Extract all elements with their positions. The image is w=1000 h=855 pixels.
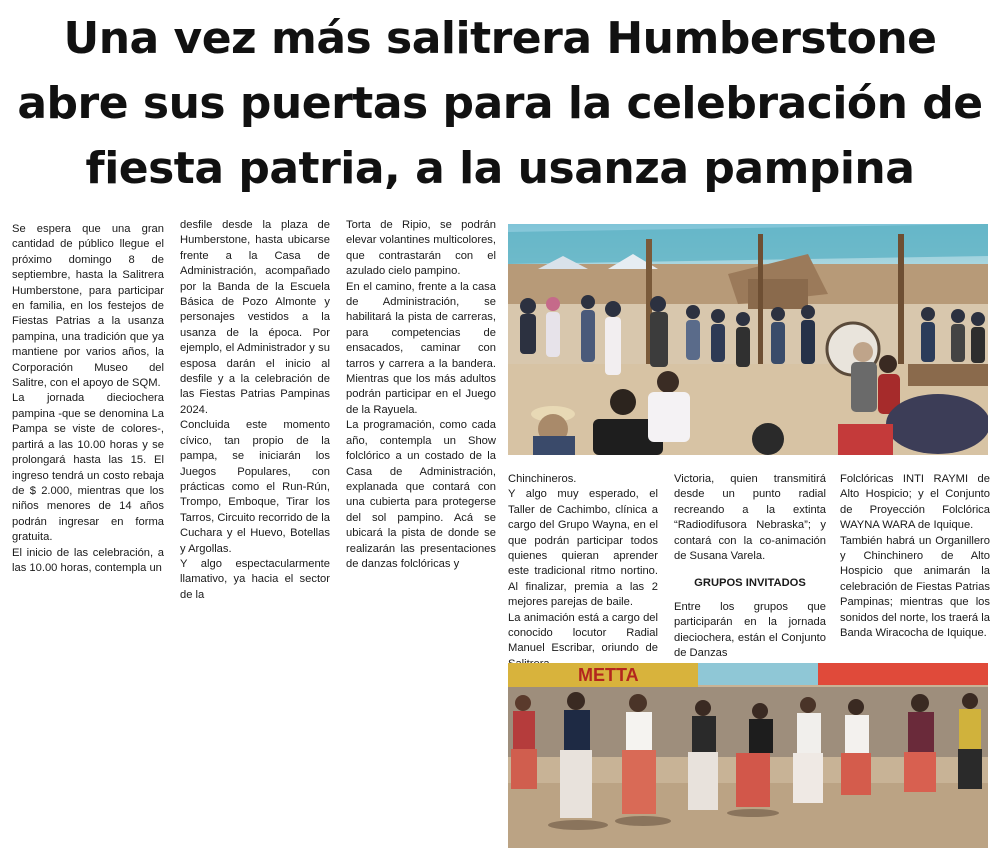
article-column-4 [508,472,658,672]
paragraph: La animación está a cargo del conocido locutor Radial Manuel Escribar, oriundo de [508,611,658,655]
paragraph: La jornada dieciochera pampina -que se denomina La Pampa se viste de colores-, partirá a las 10.00 horas y se prolongará hasta las 15. El ingreso tendrá un costo rebaja de $ 2.000, mientras que los niños menores de 14 años podrán ingresar en forma gratuita. [12,392,164,544]
sign-text: METTA [578,665,639,685]
section-subheading: GRUPOS INVITADOS [694,577,806,590]
festival-crowd-illustration [508,224,988,455]
paragraph: Se espera que una gran cantidad de público llegue el próximo domingo 8 de septiembre, hasta la Salitrera Humberstone, para participar en familia, en los festejos de Fiestas Patrias a la usanza pampina, una tradición que ya mantiene por varios años, la Corporación Museo del Salitre, con el apoyo de SQM. [12,223,164,390]
paragraph: Folclóricas INTI RAYMI de Alto Hospicio; y el Conjunto de Proyección Folclórica WAYNA WARA de Iquique. [840,473,990,532]
article-column-6 [840,472,990,641]
article-column-3 [346,218,496,572]
article-column-2 [180,218,330,603]
article-column-5 [674,472,826,661]
paragraph: El inicio de las celebración, a las 10.00 horas, contempla un [12,546,164,574]
paragraph: Chinchineros. [508,473,577,485]
paragraph: En el camino, frente a la casa de Administración, se habilitará la pista de carreras, para competencias de ensacados, caminar con tarros y carrera a la bandera. Mientras que los más adultos podrán participar en el Juego de la Rayuela. [346,280,496,416]
headline-line-1: Una vez más salitrera Humberstone [63,13,937,64]
festival-crowd-photo [508,224,988,455]
sack-race-photo [508,663,988,848]
article-column-1 [12,222,164,576]
paragraph: Y algo muy esperado, el Taller de Cachimbo, clínica a cargo del Grupo Wayna, en el que podrán participar todos quienes quieran aprender este tradicional ritmo nortino. Al finalizar, premia a las 2 mejores parejas de baile. [508,488,658,609]
paragraph: Concluida este momento cívico, tan propio de la pampa, se iniciarán los Juegos Populares, con prácticas como el Run-Rún, Trompo, Emboque, Tirar los Tarros, Circuito recorrido de la Cuchara y el Huevo, Botellas y Argollas. [180,419,330,555]
sack-race-illustration [508,663,988,848]
paragraph: Victoria, quien transmitirá desde un punto radial recreando a la extinta “Radiodifusora Nebraska”; y contará con la co-animación de Susana Varela. [674,473,826,563]
paragraph: Entre los grupos que participarán en la jornada dieciochera, están el Conjunto de Danzas [674,600,826,660]
paragraph: También habrá un Organillero y Chinchinero de Alto Hospicio que animarán la celebración de Fiestas Patrias Pampinas; mientras que los sonidos del norte, los traerá la Banda Wiracocha de Iquique. [840,534,990,640]
paragraph: Torta de Ripio, se podrán elevar volantines multicolores, que contrastarán con el azulado cielo pampino. [346,219,496,278]
headline [10,6,990,201]
headline-line-2: abre sus puertas para la celebración de [17,78,983,129]
headline-line-3: fiesta patria, a la usanza pampina [85,143,915,194]
paragraph: Y algo espectacularmente llamativo, ya hacia el sector de la [180,557,330,601]
paragraph: desfile desde la plaza de Humberstone, hasta ubicarse frente a la Casa de Administración, acompañado por la Banda de la Escuela Básica de Pozo Almonte y personajes vestidos a la usanza de la época. Por ejemplo, el Administrador y su esposa darán el inicio al desfile y a la celebración de las Fiestas Patrias Pampinas 2024. [180,219,330,416]
paragraph: La programación, como cada año, contempla un Show folclórico a un costado de la Casa de Administración, explanada que contará con una cubierta para protegerse del sol pampino. Acá se ubicará la pista de donde se realizarán las presentaciones de danzas folclóricas y [346,419,496,570]
